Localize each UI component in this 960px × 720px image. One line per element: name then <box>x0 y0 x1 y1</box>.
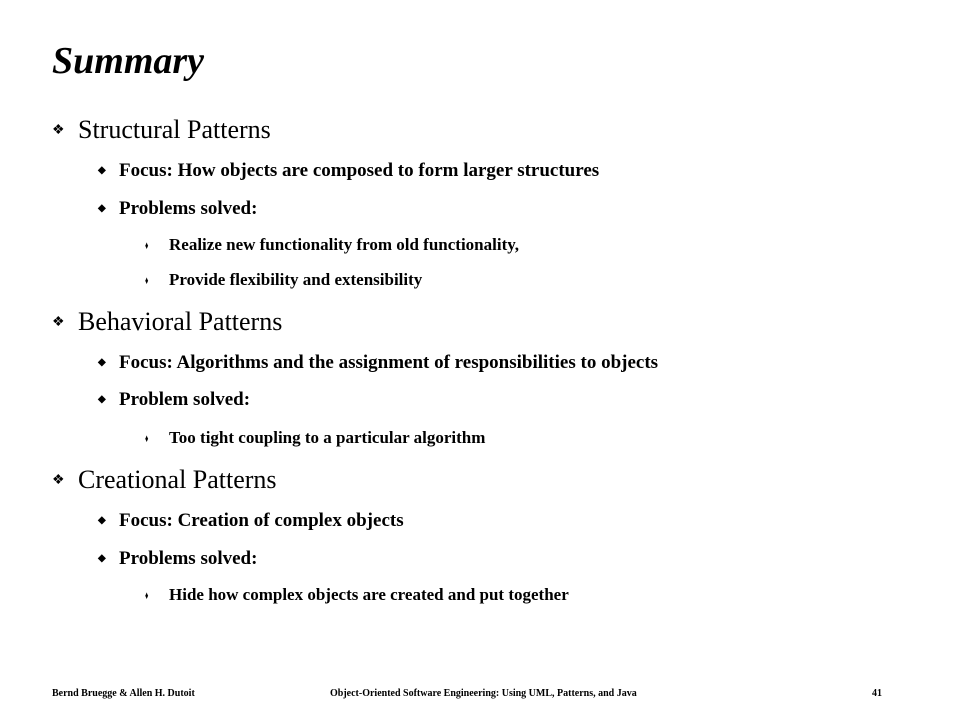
behavioral-problems-label <box>98 387 250 413</box>
footer-book-title: Object-Oriented Software Engineering: Using UML, Patterns, and Java <box>330 688 637 699</box>
footer-page-number: 41 <box>872 688 882 699</box>
diamond-bullet-icon: ◆ <box>98 165 106 176</box>
focus-text: Focus: How objects are composed to form larger structures <box>119 160 600 181</box>
structural-problem-item <box>145 268 422 293</box>
structural-focus-item <box>98 158 599 184</box>
diamond-bullet-icon: ❖ <box>52 123 65 138</box>
footer-authors: Bernd Bruegge & Allen H. Dutoit <box>52 688 195 699</box>
creational-problem-item <box>145 583 569 608</box>
slide-title: Summary <box>52 40 205 82</box>
diamond-bullet-icon: ◆ <box>98 357 106 368</box>
problems-label-text: Problem solved: <box>119 389 251 410</box>
narrow-diamond-bullet-icon: ♦ <box>145 275 149 287</box>
diamond-bullet-icon: ◆ <box>98 394 106 405</box>
creational-problems-label <box>98 546 257 572</box>
diamond-bullet-icon: ◆ <box>98 553 106 564</box>
section-heading-behavioral <box>52 306 282 339</box>
narrow-diamond-bullet-icon: ♦ <box>145 590 149 602</box>
narrow-diamond-bullet-icon: ♦ <box>145 240 149 252</box>
section-heading-structural <box>52 114 271 147</box>
problems-label-text: Problems solved: <box>119 548 258 569</box>
section-heading-creational <box>52 464 277 497</box>
creational-focus-item <box>98 508 404 534</box>
problems-label-text: Problems solved: <box>119 198 258 219</box>
problem-text: Realize new functionality from old functionality, <box>169 235 520 254</box>
diamond-bullet-icon: ❖ <box>52 315 65 330</box>
section-heading-text: Structural Patterns <box>78 115 271 144</box>
focus-text: Focus: Creation of complex objects <box>119 510 404 531</box>
section-heading-text: Creational Patterns <box>78 465 277 494</box>
problem-text: Provide flexibility and extensibility <box>169 270 423 289</box>
section-heading-text: Behavioral Patterns <box>78 307 283 336</box>
problem-text: Hide how complex objects are created and put together <box>169 585 569 604</box>
behavioral-focus-item <box>98 350 658 376</box>
diamond-bullet-icon: ◆ <box>98 203 106 214</box>
behavioral-problem-item <box>145 426 485 451</box>
structural-problem-item <box>145 233 519 258</box>
structural-problems-label <box>98 196 257 222</box>
diamond-bullet-icon: ❖ <box>52 473 65 488</box>
narrow-diamond-bullet-icon: ♦ <box>145 433 149 445</box>
diamond-bullet-icon: ◆ <box>98 515 106 526</box>
focus-text: Focus: Algorithms and the assignment of responsibilities to objects <box>119 352 659 373</box>
problem-text: Too tight coupling to a particular algorithm <box>169 428 486 447</box>
